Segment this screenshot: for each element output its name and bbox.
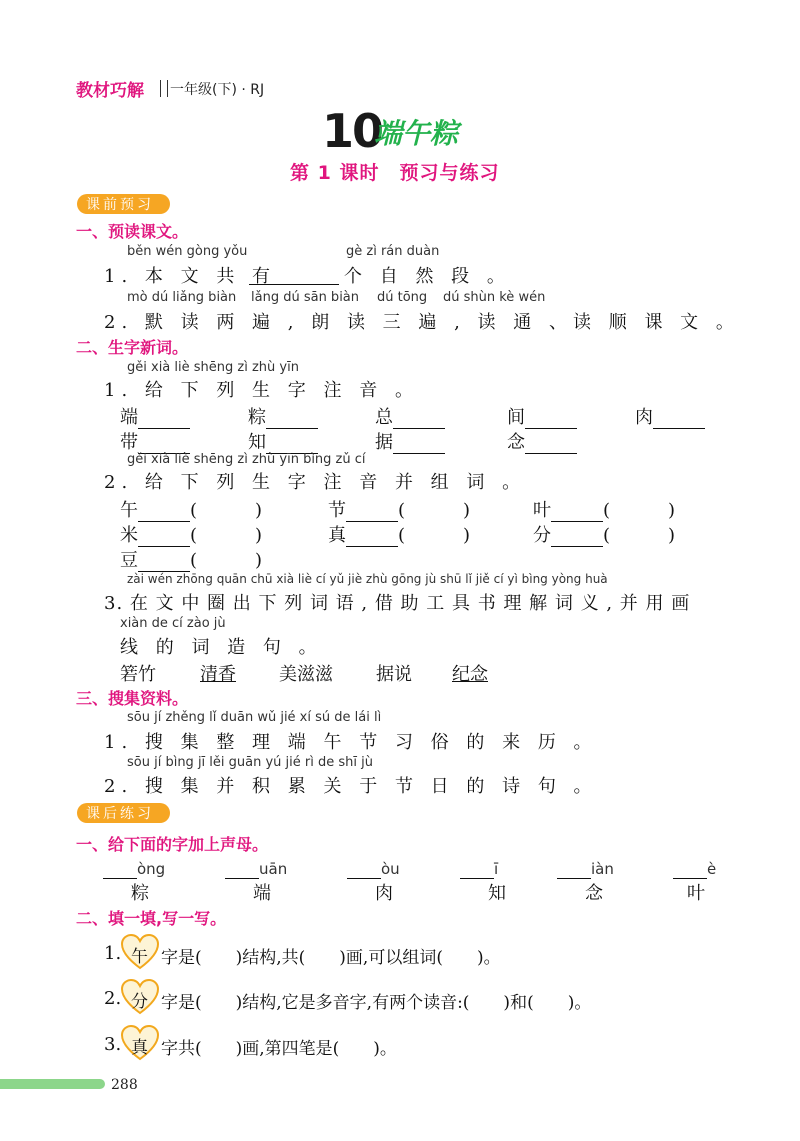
p2-q2-text: 字是( )结构,它是多音字,有两个读音:( )和( )。 (161, 993, 592, 1013)
p2-q3-text: 字共( )画,第四笔是( )。 (161, 1039, 397, 1059)
zuci-pinyin-blank[interactable] (138, 551, 190, 572)
lesson-period: 第 1 课时 预习与练习 (290, 162, 500, 184)
s1-q2-pinyin-a: mò dú liǎng biàn (127, 290, 237, 305)
zhuyin-item: 据 (375, 428, 445, 454)
s2-q1-text: 1. 给 下 列 生 字 注 音 。 (104, 380, 419, 401)
s2-q3-pinyin-1: zài wén zhōng quān chū xià liè cí yǔ jiè zhù gōng jù shū lǐ jiě cí yì bìng yòng huà (127, 572, 608, 586)
initial-blank[interactable] (225, 860, 259, 879)
zhuyin-blank[interactable] (393, 408, 445, 429)
zuci-item: 午 ( ) (120, 500, 263, 521)
s2-q2-pinyin: gěi xià liè shēng zì zhù yīn bìng zǔ cí (127, 452, 366, 467)
p1-item: iàn 念 (557, 858, 647, 905)
s3-q2-text: 2. 搜 集 并 积 累 关 于 节 日 的 诗 句 。 (104, 776, 598, 797)
zhuyin-blank[interactable] (525, 408, 577, 429)
zhuyin-item: 带 (120, 428, 190, 454)
lesson-title: 端午粽 (374, 117, 459, 150)
s3-heading: 三、搜集资料。 (76, 689, 189, 708)
s1-heading: 一、预读课文。 (76, 222, 189, 241)
initial-blank[interactable] (557, 860, 591, 879)
zuci-item: 叶 ( ) (533, 500, 676, 521)
heart-char: 真 (131, 1038, 148, 1058)
afterclass-tag (76, 801, 171, 829)
header-grade: 一年级(下) · RJ (170, 82, 265, 98)
s2-q3-line-1: 3. 在 文 中 圈 出 下 列 词 语 , 借 助 工 具 书 理 解 词 义 , 并 用 画 (104, 593, 691, 614)
word-jushuo: 据说 (376, 664, 412, 685)
word-jinian: 纪念 (452, 664, 488, 685)
s3-q1-text: 1. 搜 集 整 理 端 午 节 习 俗 的 来 历 。 (104, 732, 598, 753)
zhuyin-blank[interactable] (393, 433, 445, 454)
heart-char: 午 (131, 947, 148, 967)
afterclass-tag-label: 课后练习 (86, 806, 154, 822)
zhuyin-blank[interactable] (266, 408, 318, 429)
p1-item: ī 知 (460, 858, 550, 905)
zuci-pinyin-blank[interactable] (138, 526, 190, 547)
word-qingxiang: 清香 (200, 664, 236, 685)
s1-q1-pinyin-a: běn wén gòng yǒu (127, 244, 248, 259)
initial-blank[interactable] (103, 860, 137, 879)
zhuyin-blank[interactable] (138, 408, 190, 429)
p2-heading: 二、填一填,写一写。 (76, 909, 227, 928)
zhuyin-blank[interactable] (653, 408, 705, 429)
s1-q1-text-a: 1. 本 文 共 有 (104, 266, 277, 287)
s2-q1-pinyin: gěi xià liè shēng zì zhù yīn (127, 360, 299, 375)
lesson-number: 10 (322, 104, 383, 158)
zuci-pinyin-blank[interactable] (551, 501, 603, 522)
zhuyin-blank[interactable] (525, 433, 577, 454)
preclass-tag (76, 192, 171, 220)
zuci-item: 真 ( ) (328, 525, 471, 546)
zhuyin-blank[interactable] (138, 433, 190, 454)
s1-q1-blank[interactable] (249, 262, 339, 285)
zuci-pinyin-blank[interactable] (138, 501, 190, 522)
heart-char: 分 (131, 992, 148, 1012)
word-ruozhu: 箬竹 (120, 664, 156, 685)
s1-q1-pinyin-b: gè zì rán duàn (346, 244, 440, 259)
zhuyin-blank[interactable] (266, 433, 318, 454)
zuci-item: 豆 ( ) (120, 550, 263, 571)
s1-q2-pinyin-c: dú tōng (377, 290, 428, 305)
p1-item: òng 粽 (103, 858, 193, 905)
zuci-pinyin-blank[interactable] (346, 526, 398, 547)
initial-blank[interactable] (460, 860, 494, 879)
word-meizizi: 美滋滋 (279, 664, 333, 685)
s3-q2-pinyin: sōu jí bìng jī lěi guān yú jié rì de shī jù (127, 755, 373, 770)
zhuyin-item: 总 (375, 403, 445, 429)
zhuyin-item: 肉 (635, 403, 705, 429)
initial-blank[interactable] (673, 860, 707, 879)
zhuyin-item: 粽 (248, 403, 318, 429)
initial-blank[interactable] (347, 860, 381, 879)
p1-item: òu 肉 (347, 858, 437, 905)
p1-item: uān 端 (225, 858, 315, 905)
preclass-tag-label: 课前预习 (86, 197, 154, 213)
p2-q1-text: 字是( )结构,共( )画,可以组词( )。 (161, 948, 501, 968)
zuci-pinyin-blank[interactable] (551, 526, 603, 547)
s1-q2-pinyin-b: lǎng dú sān biàn (251, 290, 360, 305)
s2-q3-pinyin-2: xiàn de cí zào jù (120, 616, 226, 631)
s2-heading: 二、生字新词。 (76, 338, 189, 357)
zuci-pinyin-blank[interactable] (346, 501, 398, 522)
s2-q3-line-2: 线 的 词 造 句 。 (120, 637, 323, 658)
page-number: 288 (111, 1077, 138, 1093)
zhuyin-item: 端 (120, 403, 190, 429)
zhuyin-item: 间 (507, 403, 577, 429)
zuci-item: 分 ( ) (533, 525, 676, 546)
zuci-item: 米 ( ) (120, 525, 263, 546)
header-brand: 教材巧解 (76, 81, 144, 101)
s1-q2-text: 2. 默 读 两 遍 , 朗 读 三 遍 , 读 通 、读 顺 课 文 。 (104, 312, 740, 333)
zuci-item: 节 ( ) (328, 500, 471, 521)
zhuyin-item: 念 (507, 428, 577, 454)
s3-q1-pinyin: sōu jí zhěng lǐ duān wǔ jié xí sú de lái lì (127, 710, 382, 725)
s2-q2-text: 2. 给 下 列 生 字 注 音 并 组 词 。 (104, 472, 527, 493)
p1-item: è 叶 (673, 858, 763, 905)
header-divider (160, 80, 168, 97)
zhuyin-item: 知 (248, 428, 318, 454)
s1-q1-text-b: 个 自 然 段 。 (344, 266, 511, 287)
footer-bar (0, 1079, 105, 1089)
p1-heading: 一、给下面的字加上声母。 (76, 835, 269, 854)
s1-q2-pinyin-d: dú shùn kè wén (443, 290, 546, 305)
